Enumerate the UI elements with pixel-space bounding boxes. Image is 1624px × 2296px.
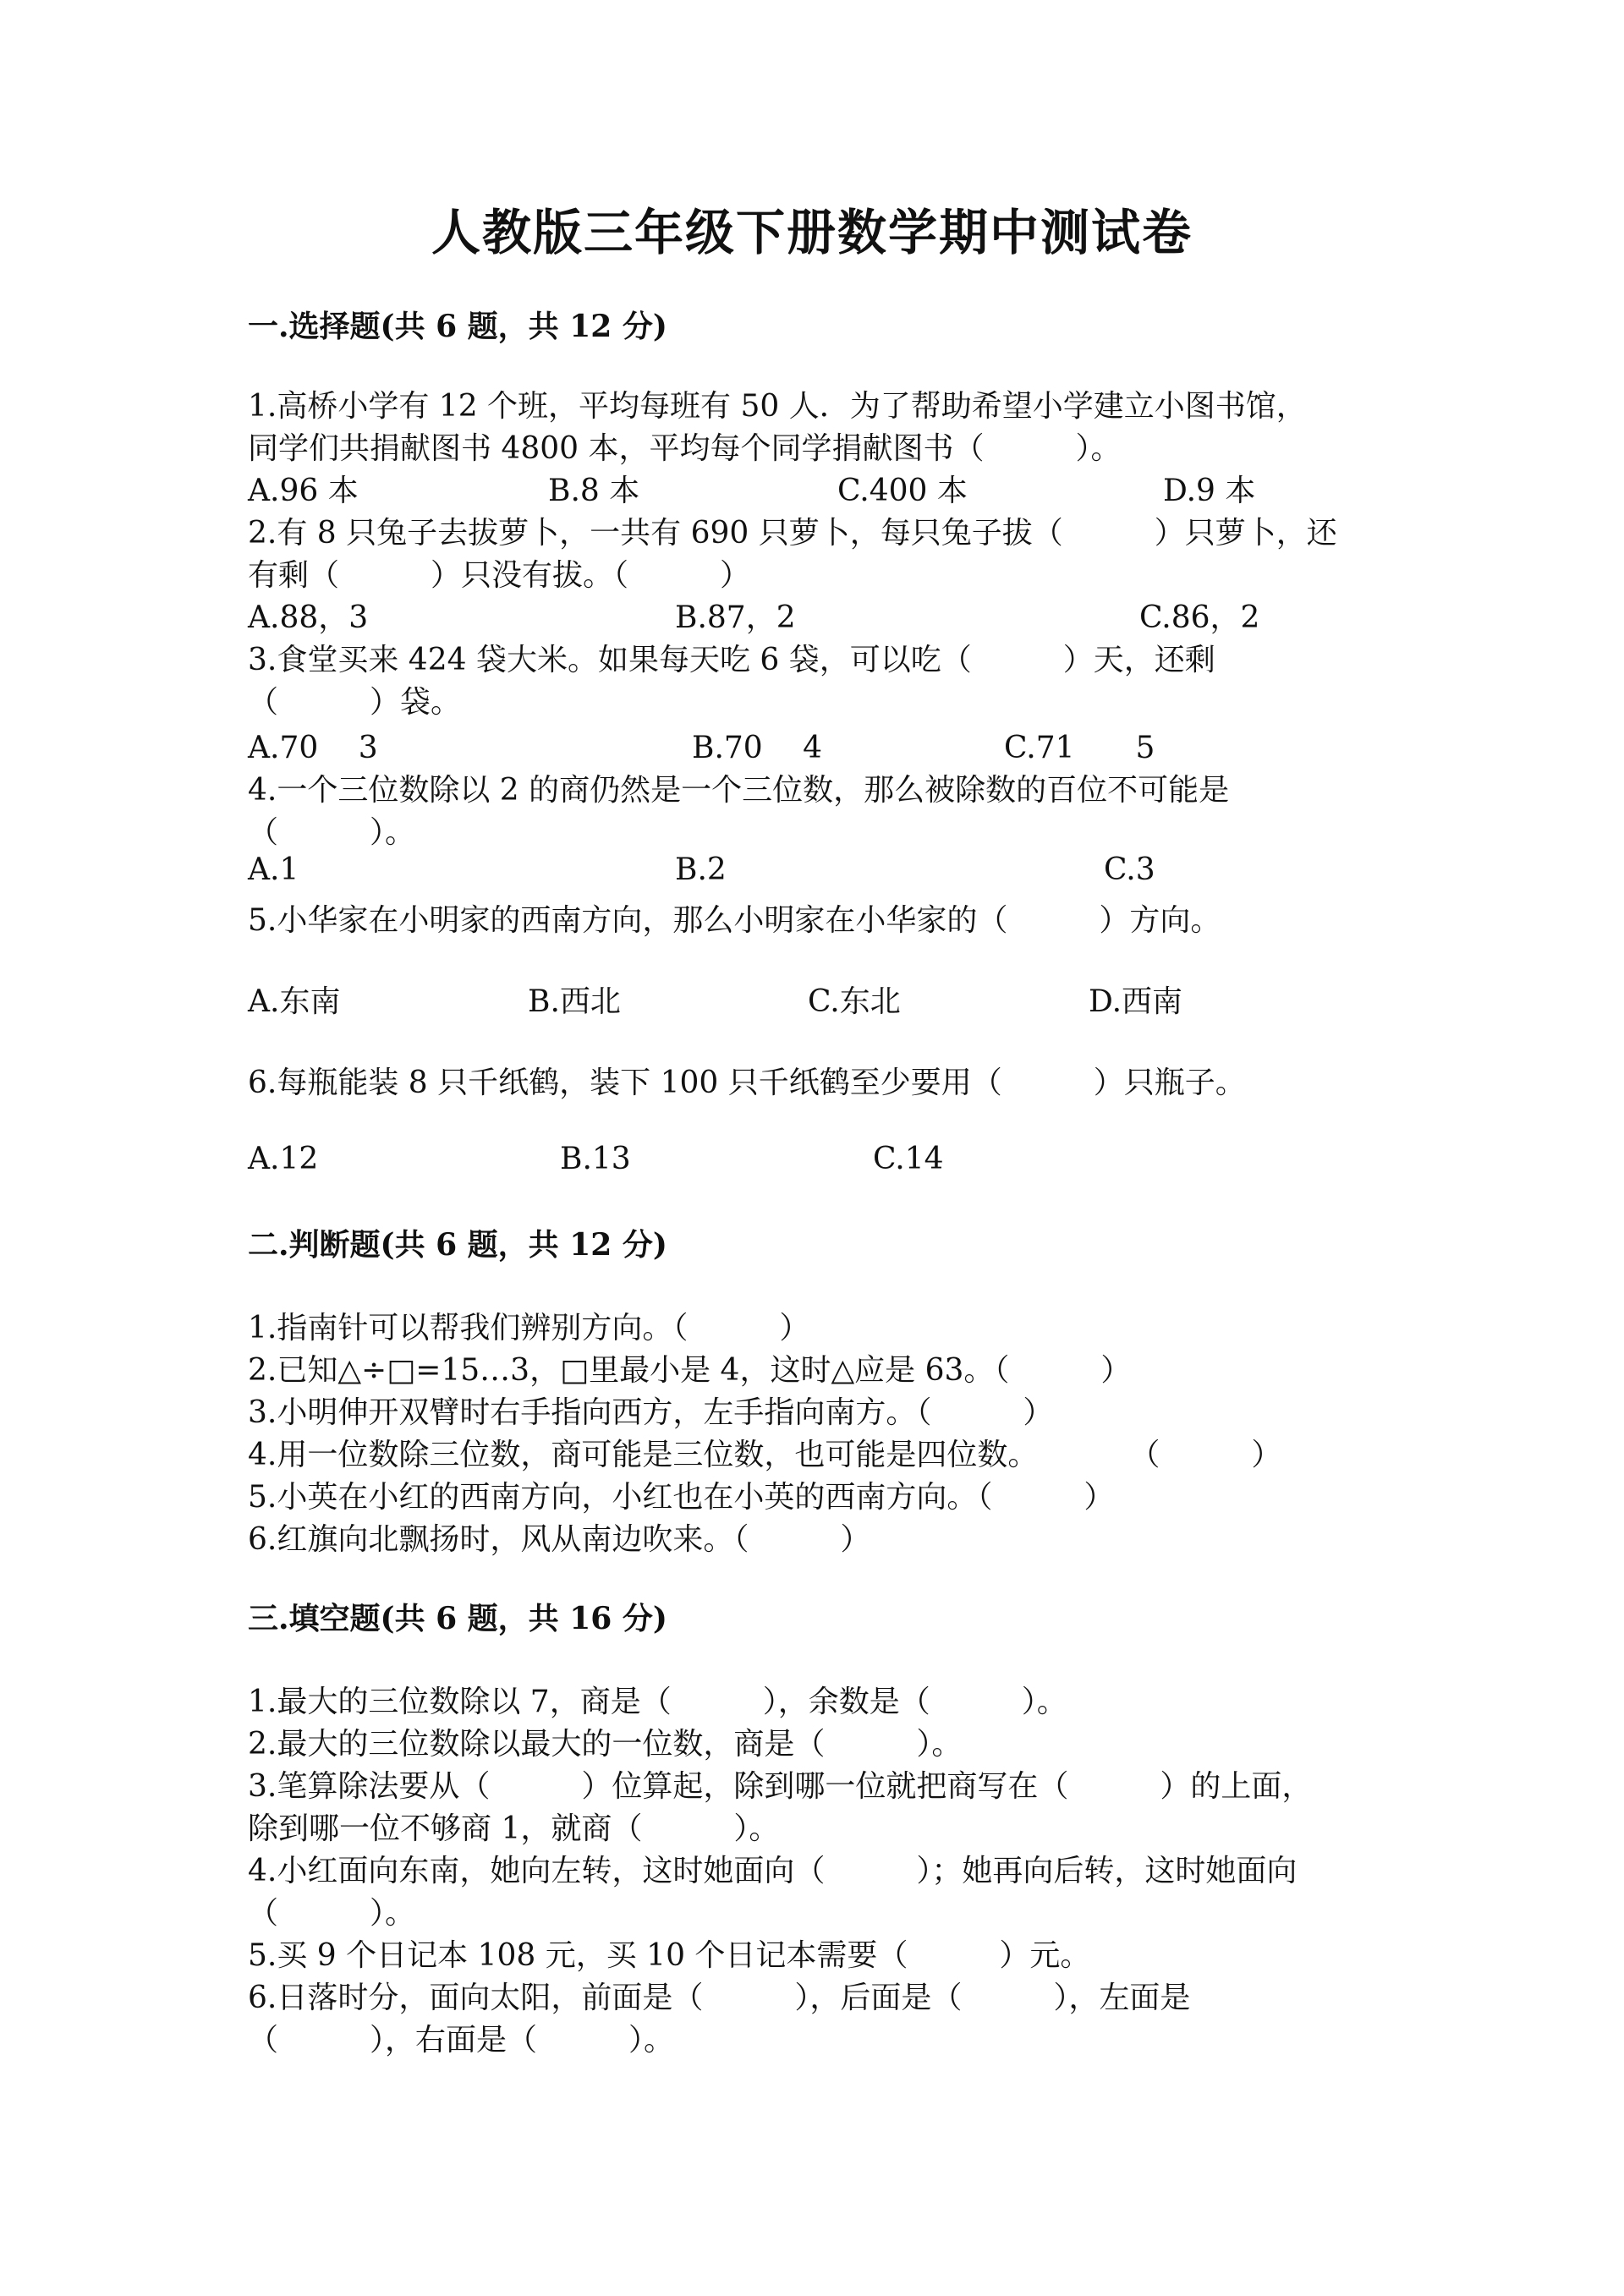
question-line: 2.最大的三位数除以最大的一位数，商是（ ）。 xyxy=(248,1727,963,1762)
question-line: 4.一个三位数除以 2 的商仍然是一个三位数，那么被除数的百位不可能是 xyxy=(248,773,1230,808)
question-line: （ ），右面是（ ）。 xyxy=(248,2023,675,2058)
option-b: B.2 xyxy=(675,852,727,887)
option-c: C.400 本 xyxy=(837,474,968,508)
option-b: B.西北 xyxy=(528,984,621,1019)
option-d: D.9 本 xyxy=(1163,474,1256,508)
question-line: 2.已知△÷□=15…3，□里最小是 4，这时△应是 63。（ ） xyxy=(248,1353,1132,1388)
question-line: 4.用一位数除三位数，商可能是三位数，也可能是四位数。 （ ） xyxy=(248,1438,1282,1472)
option-b: B.8 本 xyxy=(548,474,640,508)
question-line: 6.红旗向北飘扬时，风从南边吹来。（ ） xyxy=(248,1522,871,1557)
option-c: C.86，2 xyxy=(1139,600,1260,635)
option-c: C.14 xyxy=(873,1142,944,1176)
question-line: 6.日落时分，面向太阳，前面是（ ），后面是（ ），左面是 xyxy=(248,1981,1191,2015)
question-line: 同学们共捐献图书 4800 本，平均每个同学捐献图书（ ）。 xyxy=(248,431,1122,466)
question-line: 3.笔算除法要从（ ）位算起，除到哪一位就把商写在（ ）的上面， xyxy=(248,1769,1313,1804)
option-a: A.96 本 xyxy=(248,474,359,508)
option-a: A.12 xyxy=(248,1142,319,1176)
section-heading-judgement: 二.判断题(共 6 题，共 12 分) xyxy=(248,1227,667,1263)
question-line: 4.小红面向东南，她向左转，这时她面向（ ）；她再向后转，这时她面向 xyxy=(248,1854,1298,1888)
question-line: （ ）。 xyxy=(248,1896,416,1931)
question-line: 2.有 8 只兔子去拔萝卜，一共有 690 只萝卜，每只兔子拔（ ）只萝卜，还 xyxy=(248,516,1337,551)
question-line: 1.高桥小学有 12 个班，平均每班有 50 人．为了帮助希望小学建立小图书馆， xyxy=(248,389,1307,424)
section-heading-choice: 一.选择题(共 6 题，共 12 分) xyxy=(248,309,667,344)
question-line: 有剩（ ）只没有拔。（ ） xyxy=(248,558,751,593)
question-line: 3.食堂买来 424 袋大米。如果每天吃 6 袋，可以吃（ ）天，还剩 xyxy=(248,643,1215,677)
question-line: 除到哪一位不够商 1，就商（ ）。 xyxy=(248,1811,780,1846)
section-heading-fill-blank: 三.填空题(共 6 题，共 16 分) xyxy=(248,1601,667,1636)
question-line: 1.指南针可以帮我们辨别方向。（ ） xyxy=(248,1311,810,1345)
question-line: （ ）。 xyxy=(248,815,416,850)
option-a: A.70 3 xyxy=(248,731,378,765)
option-a: A.东南 xyxy=(248,984,341,1019)
question-line: 1.最大的三位数除以 7，商是（ ），余数是（ ）。 xyxy=(248,1685,1067,1719)
option-c: C.东北 xyxy=(808,984,901,1019)
option-c: C.3 xyxy=(1104,852,1155,887)
question-line: 5.小华家在小明家的西南方向，那么小明家在小华家的（ ）方向。 xyxy=(248,903,1221,938)
page-title: 人教版三年级下册数学期中测试卷 xyxy=(431,204,1193,261)
option-c: C.71 5 xyxy=(1004,731,1155,765)
option-b: B.70 4 xyxy=(692,731,823,765)
option-a: A.88，3 xyxy=(248,600,369,635)
question-line: 5.买 9 个日记本 108 元，买 10 个日记本需要（ ）元。 xyxy=(248,1938,1091,1973)
option-b: B.13 xyxy=(560,1142,631,1176)
question-line: （ ）袋。 xyxy=(248,685,462,720)
option-b: B.87，2 xyxy=(675,600,796,635)
question-line: 5.小英在小红的西南方向，小红也在小英的西南方向。（ ） xyxy=(248,1480,1115,1515)
option-d: D.西南 xyxy=(1089,984,1183,1019)
option-a: A.1 xyxy=(248,852,299,887)
question-line: 3.小明伸开双臂时右手指向西方，左手指向南方。（ ） xyxy=(248,1395,1054,1430)
question-line: 6.每瓶能装 8 只千纸鹤，装下 100 只千纸鹤至少要用（ ）只瓶子。 xyxy=(248,1066,1246,1100)
